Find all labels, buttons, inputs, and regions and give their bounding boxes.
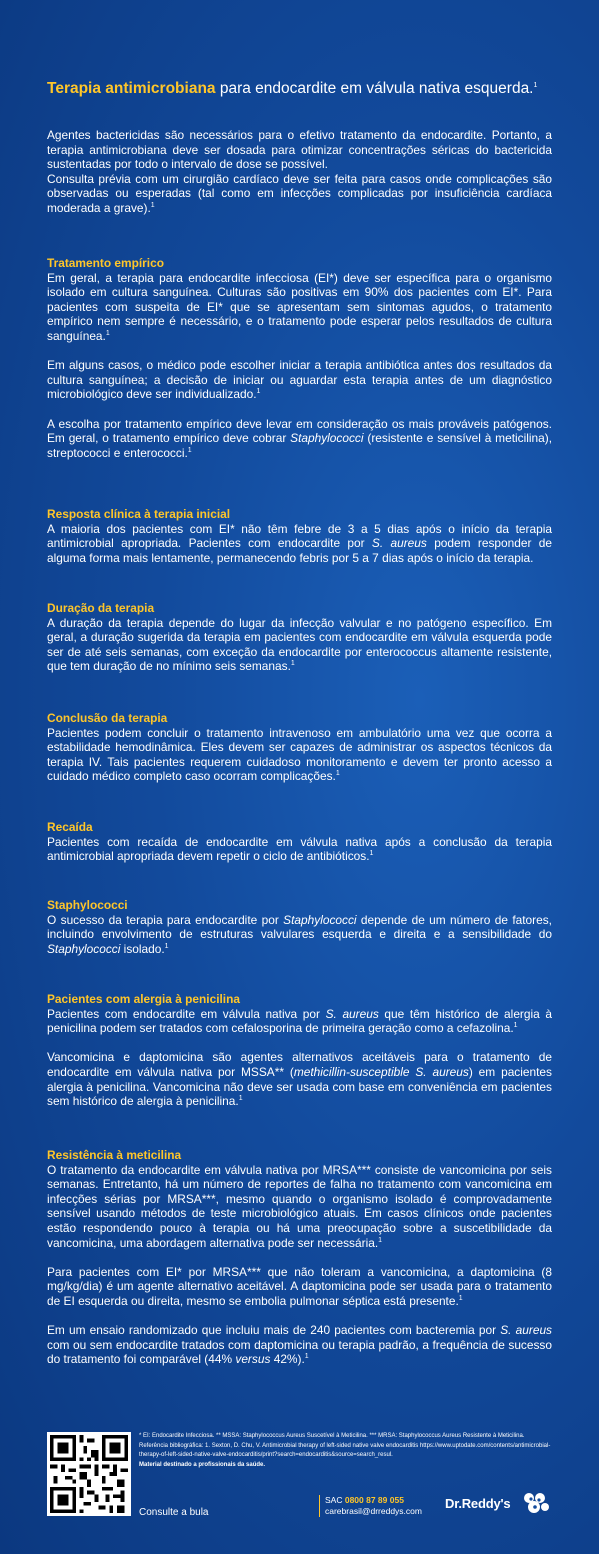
section-heading: Resposta clínica à terapia inicial <box>47 507 231 521</box>
intro-section <box>47 128 552 216</box>
bibliographic-reference: Referência bibliográfica: 1. Sexton, D. Chu, V. Antimicrobial therapy of left-sided native valve endocarditis https://www.uptodate.com/contents/antimicrobial- therapy-of-left-sided-native-valve-endocarditis/print?search=endocarditis&source=search_resul. <box>139 1443 551 1458</box>
brand-logo-text: Dr.Reddy's <box>445 1496 511 1511</box>
paragraph: A escolha por tratamento empírico deve levar em consideração os mais prováveis patógenos. Em geral, o tratamento empírico deve cobrar Staphylococci (resistente e sensível à meticilina), streptococci e enterococci.$^1$ <box>47 416 552 460</box>
footer <box>47 1432 552 1522</box>
section-heading: Pacientes com alergia à penicilina <box>47 992 240 1006</box>
paragraph: Pacientes com endocardite em válvula nativa por S. aureus que têm histórico de alergia à penicilina podem ser tratados com cefalosporina de primeira geração como a cefazolina.$^1$ <box>47 1006 552 1036</box>
qr-code-icon <box>50 1435 128 1513</box>
abbreviations-note: * EI: Endocardite Infecciosa. ** MSSA: Staphylococcus Aureus Suscetível à Meticilina. *** MRSA: Staphylococcus Aureus Resistente à Meticilina. <box>139 1433 525 1439</box>
paragraph: O tratamento da endocardite em válvula nativa por MRSA*** consiste de vancomicina por seis semanas. Entretanto, há um número de reportes de falha no tratamento com vancomicina em infecções sérias por MRSA***, mesmo quando o organismo isolado é comprovadamente sensível usando métodos de teste microbiológico atuais. Em casos clínicos onde pacientes estão respondendo pouco à terapia ou há uma preocupação sobre a suscetibilidade da vancomicina, uma abordagem alternativa pode ser necessária.$^1$ <box>47 1162 552 1250</box>
section-duracao <box>47 601 552 674</box>
professional-notice: Material destinado a profissionais da saúde. <box>139 1462 266 1468</box>
section-alergia <box>47 992 552 1109</box>
section-heading: Conclusão da terapia <box>47 711 168 725</box>
paragraph: Em geral, a terapia para endocardite infecciosa (EI*) deve ser específica para o organismo isolado em cultura sanguínea. Culturas são positivas em 90% dos pacientes com EI*. Para pacientes com suspeita de EI* que se apresentam sem sintomas agudos, o tratamento empírico nem sempre é necessário, e o tratamento pode esperar pelos resultados de cultura sanguínea.$^1$ <box>47 270 552 343</box>
intro-paragraph-1: Agentes bactericidas são necessários para o efetivo tratamento da endocardite. Portanto, a terapia antimicrobiana deve ser dosada para otimizar concentrações séricas do bactericida sustentadas por todo o intervalo de dose se possível. <box>47 128 552 172</box>
paragraph: Em alguns casos, o médico pode escolher iniciar a terapia antibiótica antes dos resultados da cultura sanguínea; a decisão de iniciar ou aguardar esta terapia antes de um diagnóstico microbiológico deve ser individualizado.$^1$ <box>47 358 552 402</box>
sac-contact <box>319 1495 422 1517</box>
paragraph: A duração da terapia depende do lugar da infecção valvular e no patógeno específico. Em geral, a duração sugerida da terapia em pacientes com endocardite em válvula esquerda pode ser de até seis semanas, com exceção da endocardite por enterococcus altamente resistente, que tem duração de no mínimo seis semanas.$^1$ <box>47 615 552 674</box>
section-heading: Resistência à meticilina <box>47 1148 182 1162</box>
consulte-bula-link[interactable]: Consulte a bula <box>139 1507 209 1518</box>
paragraph: O sucesso da terapia para endocardite por Staphylococci depende de um número de fatores, incluindo envolvimento de estruturas valvulares esquerda e direita e a sensibilidade do Staphylococci isolado.$^1$ <box>47 912 552 956</box>
section-conclusao <box>47 711 552 784</box>
paragraph: Para pacientes com EI* por MRSA*** que não toleram a vancomicina, a daptomicina (8 mg/kg/dia) é um agente alternativo aceitável. A daptomicina pode ser usada para o tratamento de EI esquerda ou direita, mesmo se embolia pulmonar séptica está presente.$^1$ <box>47 1264 552 1308</box>
section-resistencia <box>47 1148 552 1367</box>
qr-code[interactable] <box>47 1432 131 1516</box>
paragraph: Pacientes com recaída de endocardite em válvula nativa após a conclusão da terapia antimicrobial apropriada devem repetir o ciclo de antibióticos.$^1$ <box>47 834 552 864</box>
sac-phone[interactable]: 0800 87 89 055 <box>344 1495 404 1505</box>
section-staphylococci <box>47 898 552 956</box>
sac-line: SAC 0800 87 89 055 <box>325 1495 404 1505</box>
intro-paragraph-2: Consulta prévia com um cirurgião cardíaco deve ser feita para casos onde complicações são observadas ou esperadas (tal como em infecções complicadas por insuficiência cardíaca moderada a grave).$^1$ <box>47 171 552 215</box>
sac-email[interactable]: carebrasil@drreddys.com <box>325 1506 422 1516</box>
paragraph: A maioria dos pacientes com EI* não têm febre de 3 a 5 dias após o início da terapia antimicrobial apropriada. Pacientes com endocardite por S. aureus podem responder de alguma forma mais lentamente, permanecendo febris por 5 a 7 dias após o início da terapia. <box>47 521 552 565</box>
section-resposta <box>47 507 552 565</box>
section-heading: Staphylococci <box>47 898 128 912</box>
paragraph: Em um ensaio randomizado que incluiu mais de 240 pacientes com bacteremia por S. aureus com ou sem endocardite tratados com daptomicina ou terapia padrão, a frequência de sucesso do tratamento foi comparável (44% versus 42%).$^1$ <box>47 1323 552 1367</box>
section-heading: Duração da terapia <box>47 601 155 615</box>
paragraph: Vancomicina e daptomicina são agentes alternativos aceitáveis para o tratamento de endocardite em válvula nativa por MSSA** (methicillin-susceptible S. aureus) em pacientes alergia à penicilina. Vancomicina não deve ser usada com base em conveniência em pacientes sem histórico de alergia à penicilina.$^1$ <box>47 1050 552 1109</box>
page-title: Terapia antimicrobiana para endocardite em válvula nativa esquerda.$^1$ <box>47 80 538 97</box>
footnotes <box>139 1432 552 1471</box>
section-heading: Recaída <box>47 820 93 834</box>
section-recaida <box>47 820 552 864</box>
brand-heart-icon <box>522 1492 550 1516</box>
section-empirico <box>47 256 552 460</box>
paragraph: Pacientes podem concluir o tratamento intravenoso em ambulatório uma vez que ocorra a estabilidade hemodinâmica. Eles devem ser capazes de administrar os aspectos técnicos da terapia IV. Tais pacientes requerem cuidadoso monitoramento e devem ter pronto acesso a cuidado médico completo caso ocorram complicações.$^1$ <box>47 725 552 784</box>
section-heading: Tratamento empírico <box>47 256 164 270</box>
